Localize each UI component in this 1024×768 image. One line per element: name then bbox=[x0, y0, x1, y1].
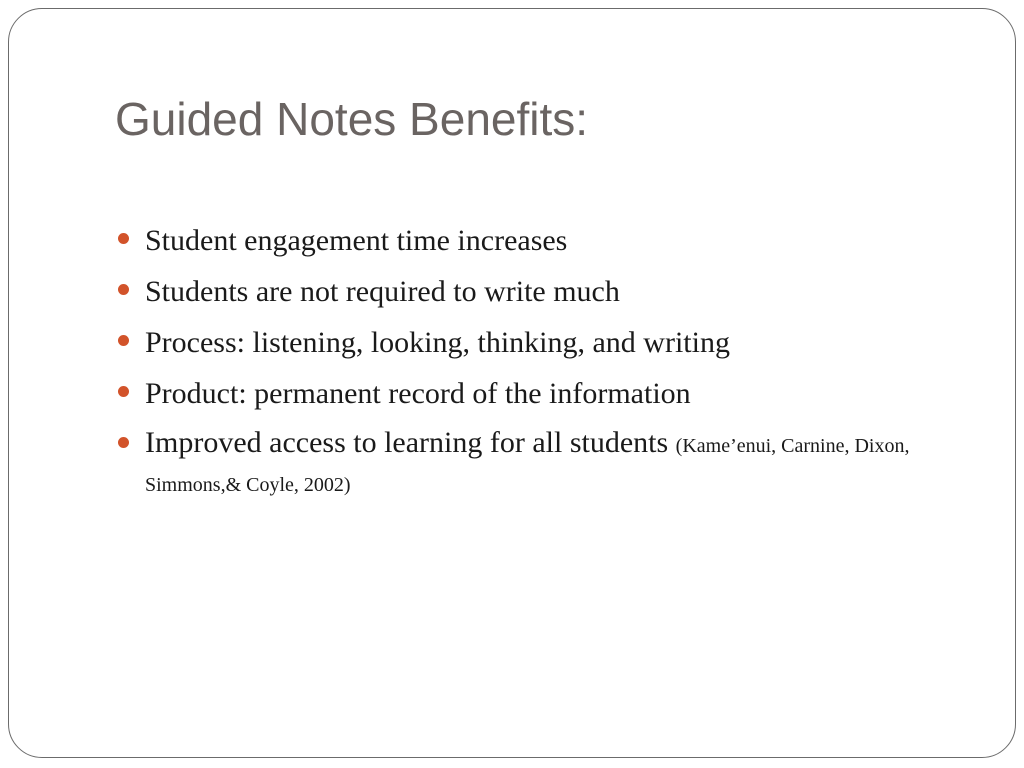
bullet-dot-icon bbox=[118, 284, 129, 295]
bullet-text: Student engagement time increases bbox=[145, 224, 568, 257]
slide-title: Guided Notes Benefits: bbox=[115, 93, 589, 145]
bullet-item bbox=[9, 323, 1017, 362]
bullet-dot-icon bbox=[118, 233, 129, 244]
bullet-text: Process: listening, looking, thinking, and writing bbox=[145, 326, 730, 359]
bullet-item bbox=[9, 425, 1017, 503]
bullet-item bbox=[9, 374, 1017, 413]
bullet-text: Improved access to learning for all students bbox=[145, 426, 669, 459]
bullet-text: Students are not required to write much bbox=[145, 275, 620, 308]
bullet-dot-icon bbox=[118, 437, 129, 448]
bullet-citation: (Kame’enui, Carnine, Dixon, Simmons,& Coyle, 2002) bbox=[145, 435, 910, 496]
slide-frame bbox=[8, 8, 1016, 758]
bullet-text: Product: permanent record of the information bbox=[145, 377, 691, 410]
bullet-list bbox=[9, 221, 1017, 515]
bullet-item bbox=[9, 272, 1017, 311]
bullet-dot-icon bbox=[118, 335, 129, 346]
bullet-dot-icon bbox=[118, 386, 129, 397]
bullet-item bbox=[9, 221, 1017, 260]
